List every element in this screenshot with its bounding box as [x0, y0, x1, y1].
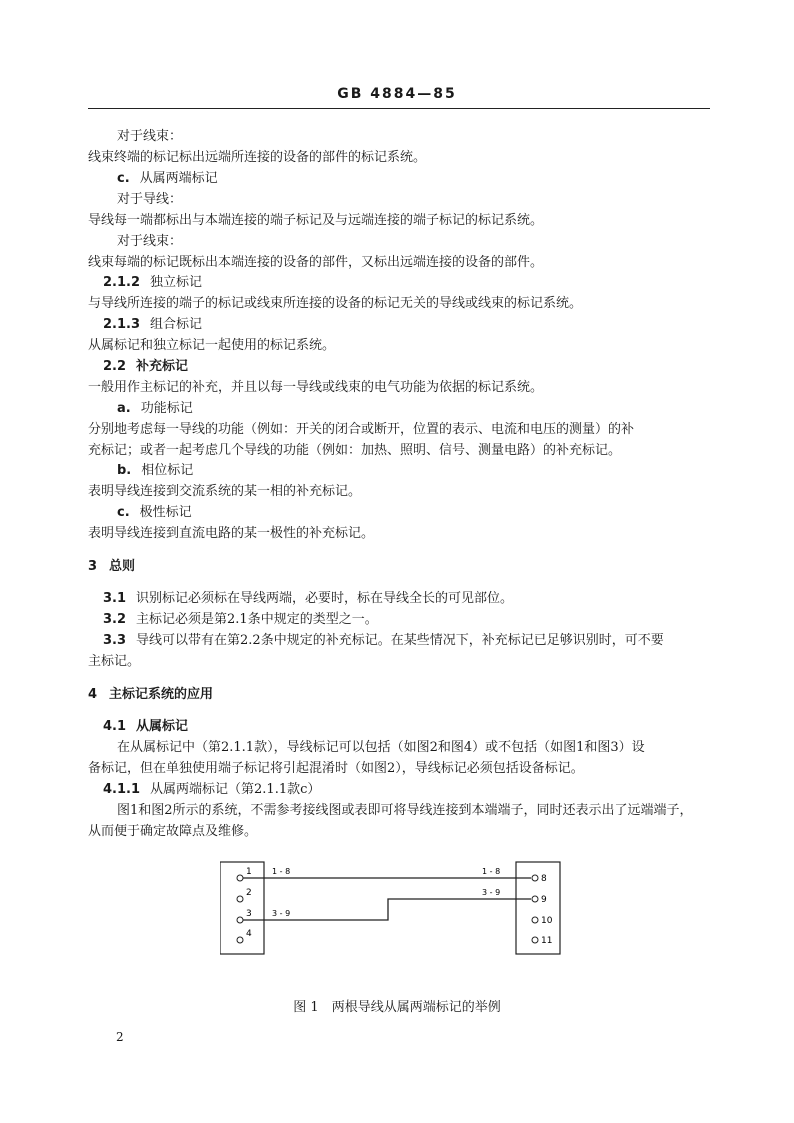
section-4-1: 4.1 从属标记 [103, 719, 189, 734]
text-line: 对于导线： [117, 192, 183, 207]
header-rule [88, 108, 710, 109]
wire-label: 1 - 8 [272, 867, 291, 876]
list-item-c: c. 从属两端标记 [117, 171, 218, 186]
terminal-circle [532, 937, 538, 943]
list-item-a: a. 功能标记 [117, 401, 193, 416]
text-line: 与导线所连接的端子的标记或线束所连接的设备的标记无关的导线或线束的标记系统。 [88, 296, 583, 311]
section-3-2: 3.2 主标记必须是第2.1条中规定的类型之一。 [103, 612, 378, 627]
text-line: 导线每一端都标出与本端连接的端子标记及与远端连接的端子标记的标记系统。 [88, 213, 544, 228]
wire-label: 1 - 8 [482, 867, 501, 876]
wire-label: 3 - 9 [272, 909, 291, 918]
text-line: 在从属标记中（第2.1.1款），导线标记可以包括（如图2和图4）或不包括（如图1和图3）设 [117, 740, 645, 755]
terminal-label: 11 [541, 936, 553, 946]
text-line: 备标记，但在单独使用端子标记将引起混淆时（如图2），导线标记必须包括设备标记。 [88, 761, 584, 776]
section-2-1-2: 2.1.2 独立标记 [103, 275, 203, 290]
terminal-circle [237, 875, 243, 881]
text-line: 对于线束： [117, 129, 183, 144]
terminal-circle [237, 917, 243, 923]
text-line: 分别地考虑每一导线的功能（例如：开关的闭合或断开，位置的表示、电流和电压的测量）的补 [88, 422, 635, 437]
standard-code-header: GB 4884—85 [337, 86, 457, 102]
list-item-c: c. 极性标记 [117, 505, 192, 520]
terminal-label: 8 [541, 874, 547, 884]
text-line: 从而便于确定故障点及维修。 [88, 824, 258, 839]
terminal-label: 1 [246, 867, 252, 877]
wire-label: 3 - 9 [482, 888, 501, 897]
figure-caption: 图 1 两根导线从属两端标记的举例 [293, 1000, 501, 1015]
section-4-heading: 4 主标记系统的应用 [88, 687, 214, 702]
section-2-1-3: 2.1.3 组合标记 [103, 317, 203, 332]
text-line: 主标记。 [88, 654, 141, 669]
terminal-circle [237, 896, 243, 902]
text-line: 表明导线连接到直流电路的某一极性的补充标记。 [88, 526, 375, 541]
terminal-circle [532, 896, 538, 902]
text-line: 从属标记和独立标记一起使用的标记系统。 [88, 338, 336, 353]
terminal-label: 10 [541, 916, 553, 926]
terminal-circle [237, 937, 243, 943]
text-line: 线束每端的标记既标出本端连接的设备的部件，又标出远端连接的设备的部件。 [88, 255, 544, 270]
list-item-b: b. 相位标记 [117, 463, 194, 478]
section-3-1: 3.1 识别标记必须标在导线两端，必要时，标在导线全长的可见部位。 [103, 591, 514, 606]
terminal-label: 9 [541, 895, 547, 905]
terminal-circle [532, 917, 538, 923]
page-number: 2 [116, 1030, 124, 1044]
terminal-label: 2 [246, 888, 252, 898]
section-3-3: 3.3 导线可以带有在第2.2条中规定的补充标记。在某些情况下，补充标记已足够识别时，可不要 [103, 633, 664, 648]
text-line: 充标记；或者一起考虑几个导线的功能（例如：加热、照明、信号、测量电路）的补充标记。 [88, 443, 622, 458]
terminal-circle [532, 875, 538, 881]
text-line: 线束终端的标记标出远端所连接的设备的部件的标记系统。 [88, 150, 427, 165]
text-line: 一般用作主标记的补充，并且以每一导线或线束的电气功能为依据的标记系统。 [88, 380, 544, 395]
section-2-2: 2.2 补充标记 [103, 359, 189, 374]
wiring-diagram-figure-1 [220, 860, 570, 960]
text-line: 表明导线连接到交流系统的某一相的补充标记。 [88, 484, 362, 499]
terminal-label: 3 [246, 909, 252, 919]
section-4-1-1: 4.1.1 从属两端标记（第2.1.1款c） [103, 782, 321, 797]
section-3-heading: 3 总则 [88, 559, 136, 574]
text-line: 图1和图2所示的系统，不需参考接线图或表即可将导线连接到本端端子，同时还表示出了远端端子， [117, 803, 693, 818]
terminal-label: 4 [246, 929, 252, 939]
text-line: 对于线束： [117, 234, 183, 249]
